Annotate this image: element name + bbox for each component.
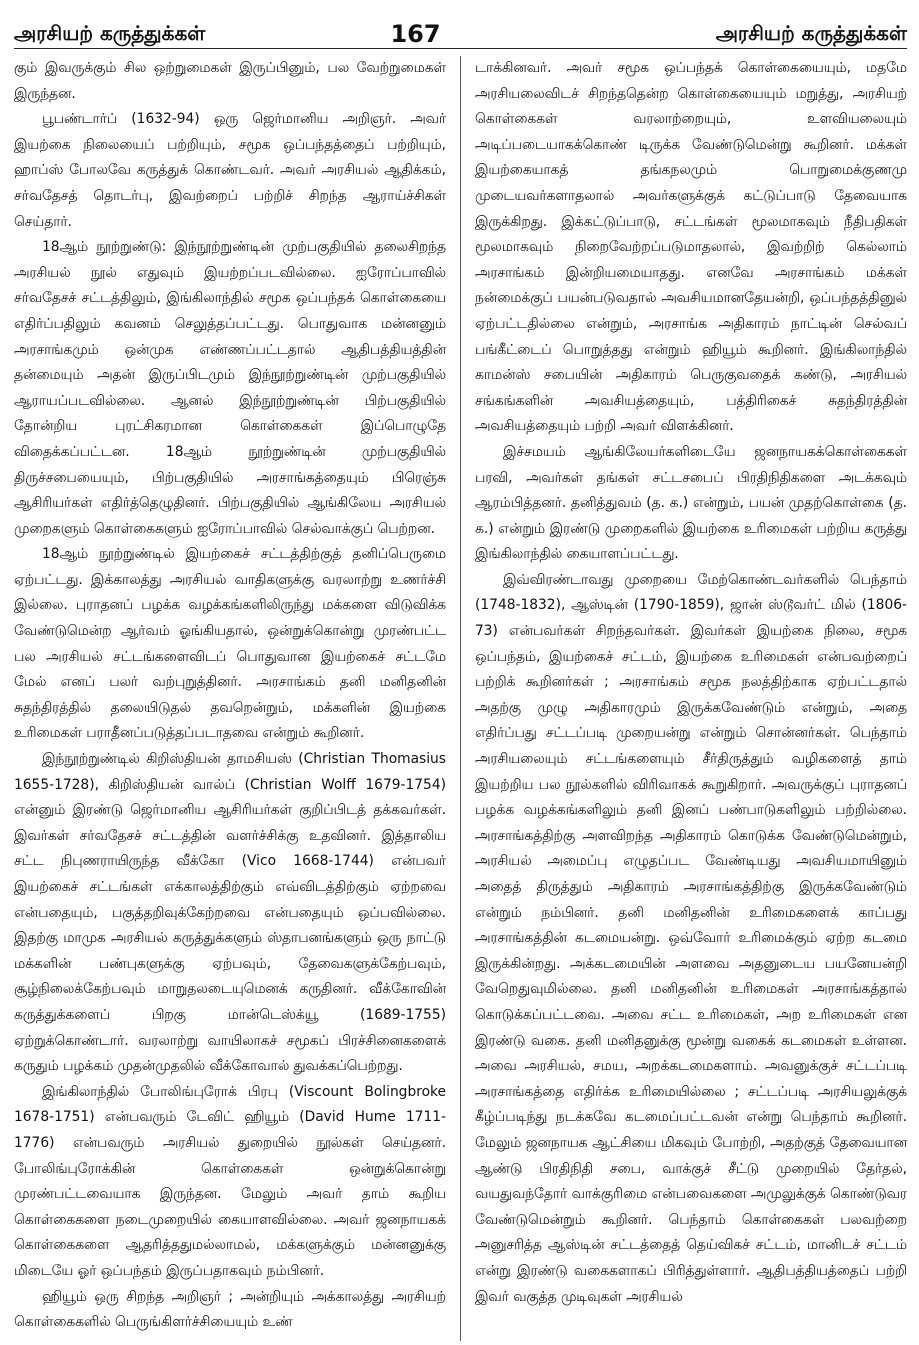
- paragraph: கும் இவருக்கும் சில ஒற்றுமைகள் இருப்பினும், பல வேற்றுமைகள் இருந்தன.: [14, 60, 446, 102]
- paragraph: பூபண்டார்ப் (1632-94) ஒரு ஜெர்மானிய அறிஞர். அவர் இயற்கை நிலையைப் பற்றியும், சமூக ஒப்பந்தத்தைப் பற்றியும், ஹாப்ஸ் போலவே கருத்துக் கொண்டவர். அவர் அரசியல் ஆதிக்கம், சர்வதேசத் தொடர்பு, இவற்றைப் பற்றிச் சிறந்த ஆராய்ச்சிகள் செய்தார்.: [14, 111, 446, 230]
- paragraph: 18ஆம் நூற்றுண்டு: இந்நூற்றுண்டின் முற்பகுதியில் தலைசிறந்த அரசியல் நூல் எதுவும் இயற்றப்படவில்லை. ஐரோப்பாவில் சர்வதேசச் சட்டத்திலும், இங்கிலாந்தில் சமூக ஒப்பந்தக் கொள்கையை எதிர்ப்பதிலும் கவனம் செலுத்தப்பட்டது. பொதுவாக மன்னனும் அரசாங்கமும் ஒன்முக எண்ணப்பட்டதால் ஆதிபத்தியத்தின் தன்மையும் அதன் இருப்பிடமும் இந்நூற்றுண்டின் முற்பகுதியில் ஆராயப்படவில்லை. ஆனல் இந்நூற்றுண்டின் பிற்பகுதியில் தோன்றிய புரட்சிகரமான கொள்கைகள் இப்பொழுதே விதைக்கப்பட்டன. 18ஆம் நூற்றுண்டின் முற்பகுதியில் திருச்சபையையும், பிற்பகுதியில் அரசாங்கத்தையும் பிரெஞ்சு ஆசிரியர்கள் எதிர்த்தெழுதினர். பிற்பகுதியில் ஆங்கிலேய அரசியல் முறைகளும் கொள்கைகளும் ஐரோப்பாவில் செல்வாக்குப் பெற்றன.: [14, 239, 446, 537]
- page-header: [14, 6, 907, 48]
- text-columns: [14, 56, 907, 1341]
- paragraph: டாக்கினவர். அவர் சமூக ஒப்பந்தக் கொள்கையையும், மதமே அரசியலைவிடச் சிறந்ததென்ற கொள்கையையும் மறுத்து, அரசியற் கொள்கைகள் வரலாற்றையும், உளவியலையும் அடிப்படையாகக்கொண் டிருக்க வேண்டுமென்று கூறினர். மக்கள் இயற்கையாகத் தங்கநலமும் பொறுமைக்குணமு முடையவர்களாதலால் அவர்களுக்குக் கட்டுப்பாடு தேவையாக இருக்கிறது. இக்கட்டுப்பாடு, சட்டங்கள் மூலமாகவும் நீதிபதிகள் மூலமாகவும் நிறைவேற்றப்படுமாதலால், இவற்றிற் கெல்லாம் அரசாங்கம் இன்றியமையாதது. எனவே அரசாங்கம் மக்கள் நன்மைக்குப் பயன்படுவதால் அவசியமானதேயன்றி, ஒப்பந்தத்தினுல் ஏற்பட்டதில்லை என்றும், அரசாங்க அதிகாரம் நாட்டின் செல்வப் பங்கீட்டைப் பொறுத்தது என்றும் ஹியூம் கூறினர். இங்கிலாந்தில் காமன்ஸ் சபையின் அதிகாரம் பெருகுவதைக் கண்டு, அரசியல் சங்கங்களின் அவசியத்தையும், பத்திரிகைச் சுதந்திரத்தின் அவசியத்தையும் பற்றி அவர் விளக்கினர்.: [475, 60, 907, 435]
- paragraph: இச்சமயம் ஆங்கிலேயர்களிடையே ஜனநாயகக்கொள்கைகள் பரவி, அவர்கள் தங்கள் சட்டசபைப் பிரதிநிதிகளை அடக்கவும் ஆரம்பித்தனர். தனித்துவம் (த. க.) என்றும், பயன் முதற்கொள்கை (த. க.) என்றும் இரண்டு முறைகளில் இயற்கை உரிமைகள் பற்றிய கருத்து இங்கிலாந்தில் கையாளப்பட்டது.: [475, 443, 907, 563]
- left-column: [14, 56, 460, 1341]
- paragraph: இந்நூற்றுண்டில் கிறிஸ்தியன் தாமசியஸ் (Christian Thomasius 1655-1728), கிறிஸ்தியன் வால்ப் (Christian Wolff 1679-1754) என்னும் இரண்டு ஜெர்மானிய ஆசிரியர்கள் குறிப்பிடத் தக்கவர்கள். இவர்கள் சர்வதேசச் சட்டத்தின் வளர்ச்சிக்கு உதவினர். இத்தாலிய சட்ட நிபுணராயிருந்த வீக்கோ (Vico 1668-1744) என்பவர் இயற்கைச் சட்டங்கள் எக்காலத்திற்கும் எவ்விடத்திற்கும் ஏற்றவை என்பதையும், பகுத்தறிவுக்கேற்றவை என்பதையும் ஒப்பவில்லை. இதற்கு மாமுக அரசியல் கருத்துக்களும் ஸ்தாபனங்களும் ஒரு நாட்டு மக்களின் பண்புகளுக்கு ஏற்பவும், தேவைகளுக்கேற்பவும், சூழ்நிலைக்கேற்பவும் மாறுதலடையுமெனக் கருதினர். வீக்கோவின் கருத்துக்களைப் பிறகு மான்டெஸ்க்யூ (1689-1755) ஏற்றுக்கொண்டார். வரலாற்று வாயிலாகச் சமூகப் பிரச்சினைகளைக் கருதும் பழக்கம் முதன்முதலில் வீக்கோவால் துவக்கப்பெற்றது.: [14, 751, 446, 1075]
- paragraph: இவ்விரண்டாவது முறையை மேற்கொண்டவர்களில் பெந்தாம் (1748-1832), ஆஸ்டின் (1790-1859), ஜான் ஸ்டூவர்ட் மில் (1806-73) என்பவர்கள் சிறந்தவர்கள். இவர்கள் இயற்கை நிலை, சமூக ஒப்பந்தம், இயற்கைச் சட்டம், இயற்கை உரிமைகள் என்பவற்றைப் பற்றிக் கூறினர்கள் ; அரசாங்கம் சமூக நலத்திற்காக ஏற்பட்டதால் அதற்கு முழு அதிகாரமும் இருக்கவேண்டும் என்றும், அதை எதிர்ப்பது சட்டப்படி முறையன்று என்றும் சொன்னர்கள். பெந்தாம் அரசியலையும் சட்டங்களையும் சீர்திருத்தும் வழிகளைத் தாம் இயற்றிய பல நூல்களில் விரிவாகக் கூறுகிறார். அவருக்குப் புராதனப் பழக்க வழக்கங்களிலும் தனி இனப் பண்பாடுகளிலும் பற்றில்லை. அரசாங்கத்திற்கு அளவிறந்த அதிகாரம் கொடுக்க வேண்டுமென்றும், அரசியல் அமைப்பு எழுதப்பட வேண்டியது அவசியமாயினும் அதைத் திருத்தும் அதிகாரம் அரசாங்கத்திற்கு இருக்கவேண்டும் என்றும் நம்பினர். தனி மனிதனின் உரிமைகளைக் காப்பது அரசாங்கத்தின் கடமையன்று. ஒவ்வோர் உரிமைக்கும் ஏற்ற கடமை இருக்கின்றது. அக்கடமையின் அளவை அதனுடைய பயனேயன்றி வேறெதுவுமில்லை. தனி மனிதனின் உரிமைகள் அரசாங்கத்தால் கொடுக்கப்பட்டவை. அவை சட்ட உரிமைகள், அற உரிமைகள் என இரண்டு வகை. தனி மனிதனுக்கு மூன்று வகைக் கடமைகள் உள்ளன. அவை அரசியல், சமய, அறக்கடமைகளாம். அவனுக்குச் சட்டப்படி அரசாங்கத்தை எதிர்க்க உரிமையில்லை ; சட்டப்படி அரசியலுக்குக் கீழ்ப்படிந்து நடக்கவே கடமைப்பட்டவன் என்று பெந்தாம் கூறினர். மேலும் ஜனநாயக ஆட்சியை மிகவும் போற்றி, அதற்குத் தேவையான ஆண்டு பிரதிநிதி சபை, வாக்குச் சீட்டு முறையில் தேர்தல், வயதுவந்தோர் வாக்குரிமை என்பவைகளை அமுலுக்குக் கொண்டுவர வேண்டுமென்றும் கூறினர். பெந்தாம் கொள்கைகள் பலவற்றை அனுசரித்த ஆஸ்டின் சட்டத்தைத் தெய்விகச் சட்டம், மானிடச் சட்டம் என்று இரண்டு வகைகளாகப் பிரித்துள்ளார். ஆதிபத்தியத்தைப் பற்றி இவர் வகுத்த முடிவுகள் அரசியல்: [475, 571, 907, 1305]
- page-number: 167: [390, 20, 441, 48]
- paragraph: ஹியூம் ஒரு சிறந்த அறிஞர் ; அன்றியும் அக்காலத்து அரசியற் கொள்கைகளில் பெருங்கிளர்ச்சியையும் உண்: [14, 1288, 446, 1331]
- paragraph: இங்கிலாந்தில் போலிங்புரோக் பிரபு (Viscount Bolingbroke 1678-1751) என்பவரும் டேவிட் ஹியூம் (David Hume 1711-1776) என்பவரும் அரசியல் துறையில் நூல்கள் செய்தனர். போலிங்புரோக்கின் கொள்கைகள் ஒன்றுக்கொன்று முரண்பட்டவையாக இருந்தன. மேலும் அவர் தாம் கூறிய கொள்கைகளை நடைமுறையில் கையாளவில்லை. அவர் ஜனநாயகக் கொள்கைகளை ஆதரித்ததுமல்லாமல், மக்களுக்கும் மன்னனுக்கு மிடையே ஓர் ஒப்பந்தம் இருப்பதாகவும் நம்பினர்.: [14, 1083, 446, 1279]
- header-rule: [14, 48, 907, 49]
- running-title-right: அரசியற் கருத்துக்கள்: [715, 21, 907, 45]
- running-title-left: அரசியற் கருத்துக்கள்: [14, 21, 206, 45]
- paragraph: 18ஆம் நூற்றுண்டில் இயற்கைச் சட்டத்திற்குத் தனிப்பெருமை ஏற்பட்டது. இக்காலத்து அரசியல் வாதிகளுக்கு வரலாற்று உணர்ச்சி இல்லை. புராதனப் பழக்க வழக்கங்களிலிருந்து மக்களை விடுவிக்க வேண்டுமென்ற ஆர்வம் ஓங்கியதால், ஒன்றுக்கொன்று முரண்பட்ட பல அரசியல் சட்டங்களைவிடப் பொதுவான இயற்கைச் சட்டமே மேல் எனப் பலர் வற்புறுத்தினர். அரசாங்கம் தனி மனிதனின் சுதந்திரத்தில் தலையிடுதல் தவறென்றும், மக்களின் இயற்கை உரிமைகள் பராதீனப்படுத்தப்படாதவை என்றும் கூறினர்.: [14, 546, 446, 742]
- right-column: [461, 56, 907, 1341]
